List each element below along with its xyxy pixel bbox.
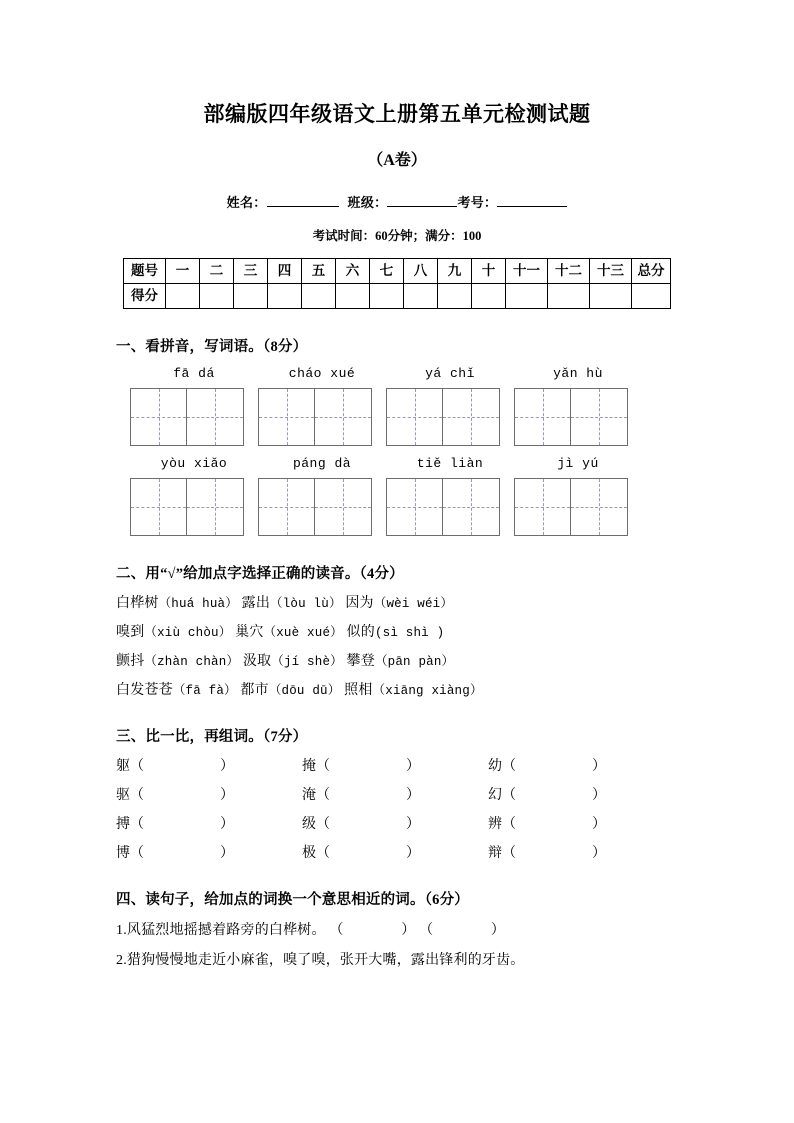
target-word: 因为 bbox=[345, 596, 374, 612]
word-build-answer-blank[interactable]: （ ） bbox=[130, 759, 234, 775]
target-word: 巢穴 bbox=[235, 625, 264, 641]
word-build-row-4 bbox=[116, 842, 674, 862]
pinyin-label bbox=[130, 364, 258, 382]
section-2-body bbox=[116, 592, 674, 699]
score-table-col-13: 十三 bbox=[590, 259, 632, 284]
word-build-answer-blank[interactable]: （ ） bbox=[130, 846, 234, 862]
word-build-character: 辨 bbox=[488, 817, 502, 833]
pinyin-text: yòu xiǎo bbox=[160, 456, 228, 472]
score-table-header-row bbox=[124, 259, 671, 284]
word-build-answer-blank[interactable]: （ ） bbox=[130, 788, 234, 804]
pronunciation-options[interactable]: （jí shè） bbox=[271, 655, 343, 670]
pronunciation-choice-line-2 bbox=[116, 621, 674, 641]
pinyin-label-row-2 bbox=[130, 454, 674, 472]
pinyin-text: yá chǐ bbox=[425, 366, 475, 382]
pinyin-text: cháo xué bbox=[288, 366, 356, 382]
word-build-answer-blank[interactable]: （ ） bbox=[316, 817, 420, 833]
score-cell-8[interactable] bbox=[404, 284, 438, 309]
word-build-item bbox=[488, 784, 674, 804]
score-table-col-12: 十二 bbox=[548, 259, 590, 284]
score-cell-11[interactable] bbox=[506, 284, 548, 309]
writing-grid-cell[interactable] bbox=[187, 479, 243, 535]
word-build-answer-blank[interactable]: （ ） bbox=[316, 846, 420, 862]
pronunciation-options[interactable]: （xiù chòu） bbox=[144, 626, 232, 641]
score-table-col-6: 六 bbox=[336, 259, 370, 284]
synonym-sentence-1 bbox=[116, 919, 674, 939]
section-4-heading: 四、读句子，给加点的词换一个意思相近的词。（6分） bbox=[116, 892, 469, 909]
exam-content bbox=[0, 335, 794, 969]
score-table-col-5: 五 bbox=[302, 259, 336, 284]
pinyin-text: yǎn hù bbox=[553, 366, 603, 382]
score-cell-4[interactable] bbox=[268, 284, 302, 309]
word-build-character: 极 bbox=[302, 846, 316, 862]
pronunciation-choice-line-3 bbox=[116, 650, 674, 670]
section-1-body bbox=[116, 364, 674, 536]
score-table-col-1: 一 bbox=[166, 259, 200, 284]
score-table-col-3: 三 bbox=[234, 259, 268, 284]
word-build-item bbox=[488, 842, 674, 862]
score-cell-10[interactable] bbox=[472, 284, 506, 309]
word-build-item bbox=[488, 813, 674, 833]
word-build-item bbox=[302, 784, 488, 804]
pronunciation-options[interactable]: （pān pàn） bbox=[374, 655, 455, 670]
word-build-answer-blank[interactable]: （ ） bbox=[316, 759, 420, 775]
word-build-character: 博 bbox=[116, 846, 130, 862]
sentence-text: 猎狗慢慢地走近小麻雀，嗅了嗅，张开大嘴，露出锋利的牙齿。 bbox=[126, 953, 525, 969]
target-word: 似的 bbox=[346, 625, 375, 641]
word-build-answer-blank[interactable]: （ ） bbox=[502, 817, 606, 833]
pinyin-label bbox=[386, 364, 514, 382]
word-build-character: 搏 bbox=[116, 817, 130, 833]
score-table-col-10: 十 bbox=[472, 259, 506, 284]
pronunciation-choice-line-1 bbox=[116, 592, 674, 612]
word-build-answer-blank[interactable]: （ ） bbox=[130, 817, 234, 833]
word-build-character: 级 bbox=[302, 817, 316, 833]
word-build-character: 辩 bbox=[488, 846, 502, 862]
student-id-line bbox=[0, 192, 794, 211]
writing-grid-group[interactable] bbox=[386, 388, 500, 446]
word-build-answer-blank[interactable]: （ ） bbox=[502, 759, 606, 775]
target-word: 都市 bbox=[240, 683, 269, 699]
target-word: 白发苍苍 bbox=[116, 683, 173, 699]
pinyin-text: fā dá bbox=[173, 366, 215, 382]
section-2-heading: 二、用“√”给加点字选择正确的读音。（4分） bbox=[116, 566, 404, 583]
target-word: 照相 bbox=[344, 683, 373, 699]
name-label: 姓名： bbox=[226, 195, 267, 211]
word-build-answer-blank[interactable]: （ ） bbox=[502, 846, 606, 862]
score-table-col-11: 十一 bbox=[506, 259, 548, 284]
target-word: 白桦树 bbox=[116, 596, 159, 612]
exam-no-label: 考号： bbox=[457, 195, 498, 211]
name-input-blank[interactable] bbox=[267, 195, 339, 207]
writing-grid-cell[interactable] bbox=[315, 479, 371, 535]
target-word: 颤抖 bbox=[116, 654, 145, 670]
writing-grid-row-1 bbox=[130, 388, 674, 446]
writing-grid-cell[interactable] bbox=[131, 389, 187, 445]
writing-grid-cell[interactable] bbox=[387, 389, 443, 445]
score-cell-13[interactable] bbox=[590, 284, 632, 309]
pinyin-text: tiě liàn bbox=[416, 456, 484, 472]
target-word: 露出 bbox=[241, 596, 271, 612]
pinyin-label bbox=[514, 454, 642, 472]
word-build-character: 淹 bbox=[302, 788, 316, 804]
writing-grid-cell[interactable] bbox=[131, 479, 187, 535]
score-cell-5[interactable] bbox=[302, 284, 336, 309]
score-table-col-2: 二 bbox=[200, 259, 234, 284]
section-4-body bbox=[116, 919, 674, 969]
writing-grid-row-2 bbox=[130, 478, 674, 536]
section-3-body bbox=[116, 755, 674, 862]
word-build-item bbox=[116, 842, 302, 862]
page-title: 部编版四年级语文上册第五单元检测试题 bbox=[203, 102, 591, 126]
sentence-number: 1. bbox=[116, 923, 127, 939]
target-word: 嗅到 bbox=[116, 625, 145, 641]
word-build-item bbox=[488, 755, 674, 775]
score-label: 得分 bbox=[124, 284, 166, 309]
word-build-item bbox=[302, 842, 488, 862]
word-build-character: 幻 bbox=[488, 788, 502, 804]
pronunciation-options[interactable]: (sì shì ) bbox=[374, 626, 445, 641]
pronunciation-options[interactable]: （xiāng xiàng） bbox=[372, 684, 483, 699]
score-table-col-8: 八 bbox=[404, 259, 438, 284]
writing-grid-cell[interactable] bbox=[571, 479, 627, 535]
word-build-character: 躯 bbox=[116, 759, 130, 775]
synonym-sentence-2 bbox=[116, 949, 674, 969]
pronunciation-options[interactable]: （fā fà） bbox=[172, 684, 237, 699]
pinyin-label bbox=[130, 454, 258, 472]
score-table bbox=[123, 258, 671, 309]
word-build-item bbox=[116, 813, 302, 833]
word-build-character: 掩 bbox=[302, 759, 316, 775]
class-input-blank[interactable] bbox=[387, 195, 457, 207]
synonym-answer-blank[interactable]: （ ） bbox=[419, 923, 506, 939]
score-table-score-row bbox=[124, 284, 671, 309]
score-cell-12[interactable] bbox=[548, 284, 590, 309]
writing-grid-cell[interactable] bbox=[515, 389, 571, 445]
pinyin-label-row-1 bbox=[130, 364, 674, 382]
pinyin-label bbox=[386, 454, 514, 472]
word-build-answer-blank[interactable]: （ ） bbox=[316, 788, 420, 804]
writing-grid-group[interactable] bbox=[130, 388, 244, 446]
writing-grid-cell[interactable] bbox=[571, 389, 627, 445]
synonym-answer-blank[interactable]: （ ） bbox=[329, 923, 416, 939]
score-cell-1[interactable] bbox=[166, 284, 200, 309]
pronunciation-options[interactable]: （zhàn chàn） bbox=[144, 655, 240, 670]
writing-grid-cell[interactable] bbox=[515, 479, 571, 535]
sentence-text: 风猛烈地摇撼着路旁的白桦树。 bbox=[126, 923, 326, 939]
writing-grid-cell[interactable] bbox=[187, 389, 243, 445]
pronunciation-options[interactable]: （huá huà） bbox=[158, 597, 238, 612]
word-build-item bbox=[302, 813, 488, 833]
pinyin-label bbox=[258, 364, 386, 382]
writing-grid-cell[interactable] bbox=[443, 389, 499, 445]
score-cell-3[interactable] bbox=[234, 284, 268, 309]
question-number-label: 题号 bbox=[124, 259, 166, 284]
writing-grid-group[interactable] bbox=[386, 478, 500, 536]
score-table-col-7: 七 bbox=[370, 259, 404, 284]
word-build-answer-blank[interactable]: （ ） bbox=[502, 788, 606, 804]
word-build-character: 幼 bbox=[488, 759, 502, 775]
writing-grid-cell[interactable] bbox=[315, 389, 371, 445]
section-1-heading: 一、看拼音，写词语。（8分） bbox=[116, 339, 308, 356]
score-cell-total[interactable] bbox=[632, 284, 671, 309]
sentence-number: 2. bbox=[116, 953, 127, 969]
pinyin-label bbox=[514, 364, 642, 382]
target-word: 汲取 bbox=[242, 654, 272, 670]
score-cell-6[interactable] bbox=[336, 284, 370, 309]
target-word: 攀登 bbox=[346, 654, 375, 670]
score-table-col-9: 九 bbox=[438, 259, 472, 284]
word-build-item bbox=[116, 755, 302, 775]
pronunciation-options[interactable]: （dōu dū） bbox=[268, 684, 341, 699]
paper-version-subtitle: （A卷） bbox=[367, 152, 427, 170]
score-cell-9[interactable] bbox=[438, 284, 472, 309]
word-build-row-1 bbox=[116, 755, 674, 775]
exam-info-line: 考试时间：60分钟；满分：100 bbox=[312, 229, 482, 244]
score-cell-2[interactable] bbox=[200, 284, 234, 309]
section-3-heading: 三、比一比，再组词。（7分） bbox=[116, 729, 308, 746]
pronunciation-options[interactable]: （lòu lù） bbox=[270, 597, 342, 612]
word-build-item bbox=[116, 784, 302, 804]
exam-no-input-blank[interactable] bbox=[497, 195, 567, 207]
writing-grid-group[interactable] bbox=[514, 478, 628, 536]
word-build-row-2 bbox=[116, 784, 674, 804]
writing-grid-group[interactable] bbox=[130, 478, 244, 536]
writing-grid-cell[interactable] bbox=[259, 479, 315, 535]
writing-grid-group[interactable] bbox=[258, 388, 372, 446]
score-table-wrapper bbox=[0, 258, 794, 309]
score-table-total-label: 总分 bbox=[632, 259, 671, 284]
word-build-item bbox=[302, 755, 488, 775]
pronunciation-choice-line-4 bbox=[116, 679, 674, 699]
score-table-col-4: 四 bbox=[268, 259, 302, 284]
writing-grid-cell[interactable] bbox=[259, 389, 315, 445]
score-cell-7[interactable] bbox=[370, 284, 404, 309]
writing-grid-group[interactable] bbox=[514, 388, 628, 446]
pronunciation-options[interactable]: （xuè xué） bbox=[263, 626, 343, 641]
writing-grid-cell[interactable] bbox=[387, 479, 443, 535]
pinyin-label bbox=[258, 454, 386, 472]
pinyin-text: jì yú bbox=[557, 456, 599, 472]
word-build-row-3 bbox=[116, 813, 674, 833]
class-label: 班级： bbox=[347, 195, 388, 211]
pronunciation-options[interactable]: （wèi wéi） bbox=[373, 597, 454, 612]
writing-grid-cell[interactable] bbox=[443, 479, 499, 535]
writing-grid-group[interactable] bbox=[258, 478, 372, 536]
pinyin-text: páng dà bbox=[292, 456, 352, 472]
word-build-character: 驱 bbox=[116, 788, 130, 804]
